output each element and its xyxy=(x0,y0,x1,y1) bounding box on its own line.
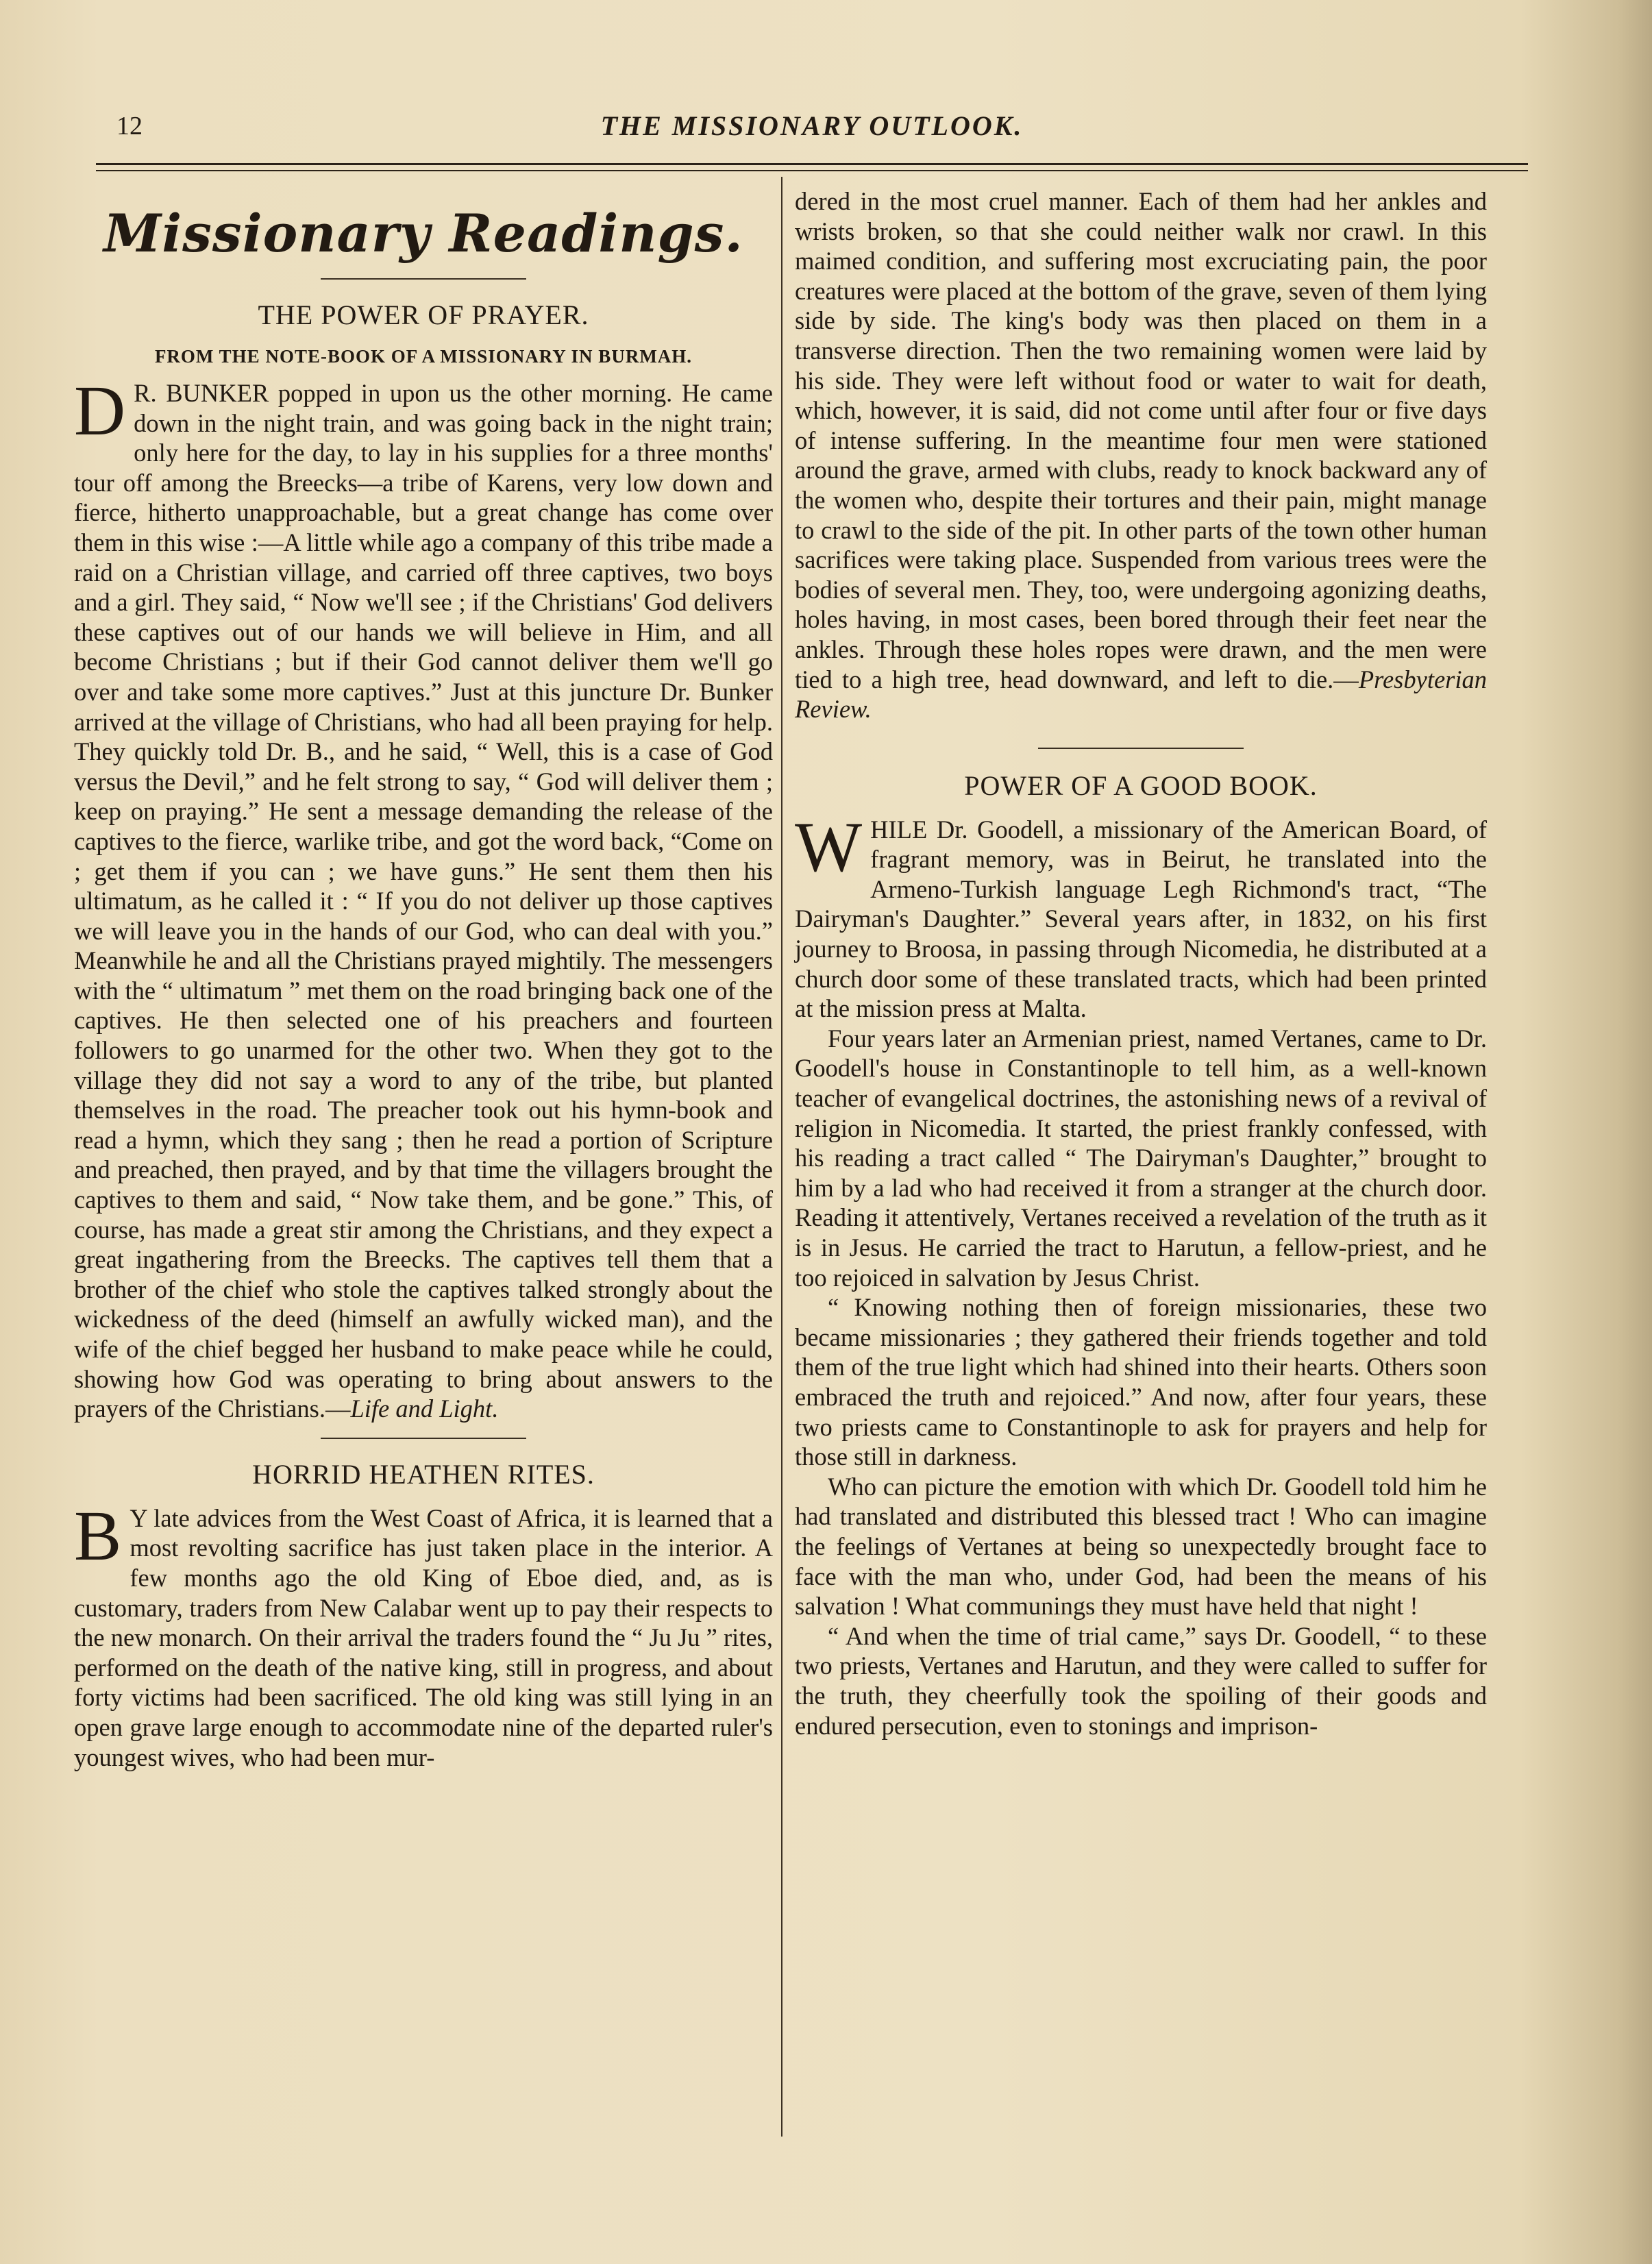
header-rule-thick xyxy=(96,163,1528,165)
drop-cap: D xyxy=(74,371,126,450)
article-title-horrid-heathen-rites: HORRID HEATHEN RITES. xyxy=(252,1458,595,1490)
header-rule-thin xyxy=(96,170,1528,171)
attribution: Presbyterian Review. xyxy=(795,665,1487,724)
drop-cap: W xyxy=(795,807,863,887)
publication-title: THE MISSIONARY OUTLOOK. xyxy=(600,110,1024,141)
article-paragraph: Who can picture the emotion with which Dr. Goodell told him he had translated and distributed this blessed tract ! Who can imagine the feelings of Vertanes at being so unexpectedly brought face to face with the man who, under God, had been the means of his salvation ! What communings they must have held that night ! xyxy=(795,1472,1487,1621)
page-header xyxy=(96,103,1528,158)
article-body-power-of-prayer xyxy=(74,371,773,1424)
page-number: 12 xyxy=(116,112,143,140)
article-paragraph: “ And when the time of trial came,” says Dr. Goodell, “ to these two priests, Vertanes and Harutun, and they were called to suffer for the truth, they cheerfully took the spoiling of their goods and endured persecution, even to stonings and imprison- xyxy=(795,1621,1487,1740)
divider-rule xyxy=(321,278,526,280)
column-divider xyxy=(781,177,782,2137)
drop-cap: B xyxy=(74,1496,122,1575)
divider-rule xyxy=(1038,748,1244,749)
article-body-horrid-heathen-rites xyxy=(74,1496,773,1772)
right-column xyxy=(795,186,1487,1740)
paragraph-text: dered in the most cruel manner. Each of them had her ankles and wrists broken, so that she could neither walk nor crawl. In this maimed condition, and suffering most excruciating pain, the poor creatures were placed at the bottom of the grave, seven of them lying side by side. The king's body was then placed on them in a transverse direction. Then the two remaining women were laid by his side. They were left without food or water to wait for death, which, however, it is said, did not come until after four or five days of intense suffering. In the meantime four men were stationed around the grave, armed with clubs, ready to knock backward any of the women who, despite their tortures and their pain, might manage to crawl to the side of the pit. In other parts of the town other human sacrifices were taking place. Suspended from various trees were the bodies of several men. They, too, were undergoing agonizing deaths, holes having, in most cases, been bored through their feet near the ankles. Through these holes ropes were drawn, and the men were tied to a high tree, head downward, and left to die.— xyxy=(795,187,1487,693)
paragraph-text: HILE Dr. Goodell, a missionary of the American Board, of fragrant memory, was in Beirut, he translated into the Armeno-Turkish language Legh Richmond's tract, “The Dairyman's Daughter.” Several years after, in 1832, on his first journey to Broosa, in passing through Nicomedia, he distributed at a church door some of these translated tracts, which had been printed at the mission press at Malta. xyxy=(795,815,1487,1023)
article-title-power-of-a-good-book: POWER OF A GOOD BOOK. xyxy=(964,770,1318,801)
article-paragraph xyxy=(795,807,1487,1024)
article-paragraph: Four years later an Armenian priest, named Vertanes, came to Dr. Goodell's house in Constantinople to tell him, as a well-known teacher of evangelical doctrines, the astonishing news of a revival of religion in Nicomedia. It started, the priest frankly confessed, with his reading a tract called “ The Dairyman's Daughter,” brought to him by a lad who had received it from a stranger at the church door. Reading it attentively, Vertanes received a revelation of the truth as it is in Jesus. He carried the tract to Harutun, a fellow-priest, and he too rejoiced in salvation by Jesus Christ. xyxy=(795,1024,1487,1292)
section-banner: Missionary Readings. xyxy=(103,203,743,264)
article-subtitle: FROM THE NOTE-BOOK OF A MISSIONARY IN BURMAH. xyxy=(154,346,693,367)
article-title-power-of-prayer: THE POWER OF PRAYER. xyxy=(258,299,589,330)
attribution: Life and Light. xyxy=(350,1394,499,1423)
article-body-horrid-heathen-rites-continued xyxy=(795,186,1487,724)
paragraph-text: R. BUNKER popped in upon us the other morning. He came down in the night train, and was going back in the night train; only here for the day, to lay in his supplies for a three months' tour off among the Breecks—a tribe of Karens, very low down and fierce, hitherto unapproachable, but a great change has come over them in this wise :—A little while ago a company of this tribe made a raid on a Christian village, and carried off three captives, two boys and a girl. They said, “ Now we'll see ; if the Christians' God delivers these captives out of our hands we will believe in Him, and all become Christians ; but if their God cannot deliver them we'll go over and take some more captives.” Just at this juncture Dr. Bunker arrived at the village of Christians, who had all been praying for help. They quickly told Dr. B., and he said, “ Well, this is a case of God versus the Devil,” and he felt strong to say, “ God will deliver them ; keep on praying.” He sent a message demanding the release of the captives to the fierce, warlike tribe, and got the word back, “Come on ; get them if you can ; we have guns.” He sent them then his ultimatum, as he called it : “ If you do not deliver up those captives we will leave you in the hands of our God, who can deal with you.” Meanwhile he and all the Christians prayed mightily. The messengers with the “ ultimatum ” met them on the road bringing back one of the captives. He then selected one of his preachers and fourteen followers to go unarmed for the other two. When they got to the village they did not say a word to any of the tribe, but planted themselves in the road. The preacher took out his hymn-book and read a hymn, which they sang ; then he read a portion of Scripture and preached, then prayed, and by that time the villagers brought the captives to them and said, “ Now take them, and be gone.” This, of course, has made a great stir among the Christians, and they expect a great ingathering from the Breecks. The captives tell them that a brother of the chief who stole the captives talked strongly about the wickedness of the deed (himself an awfully wicked man), and the wife of the chief begged her husband to make peace while he could, showing how God was operating to bring about answers to the prayers of the Christians.— xyxy=(74,379,773,1423)
article-paragraph: “ Knowing nothing then of foreign missionaries, these two became missionaries ; they gathered their friends together and told them of the true light which had shined into their hearts. Others soon embraced the truth and rejoiced.” And now, after four years, these two priests came to Constantinople to ask for prayers and help for those still in darkness. xyxy=(795,1293,1487,1471)
divider-rule xyxy=(321,1438,526,1439)
paragraph-text: Y late advices from the West Coast of Africa, it is learned that a most revolting sacrifice has just taken place in the interior. A few months ago the old King of Eboe died, and, as is customary, traders from New Calabar went up to pay their respects to the new monarch. On their arrival the traders found the “ Ju Ju ” rites, performed on the death of the native king, still in progress, and about forty victims had been sacrificed. The old king was still lying in an open grave large enough to accommodate nine of the departed ruler's youngest wives, who had been mur- xyxy=(74,1503,773,1771)
left-column xyxy=(74,184,773,1772)
